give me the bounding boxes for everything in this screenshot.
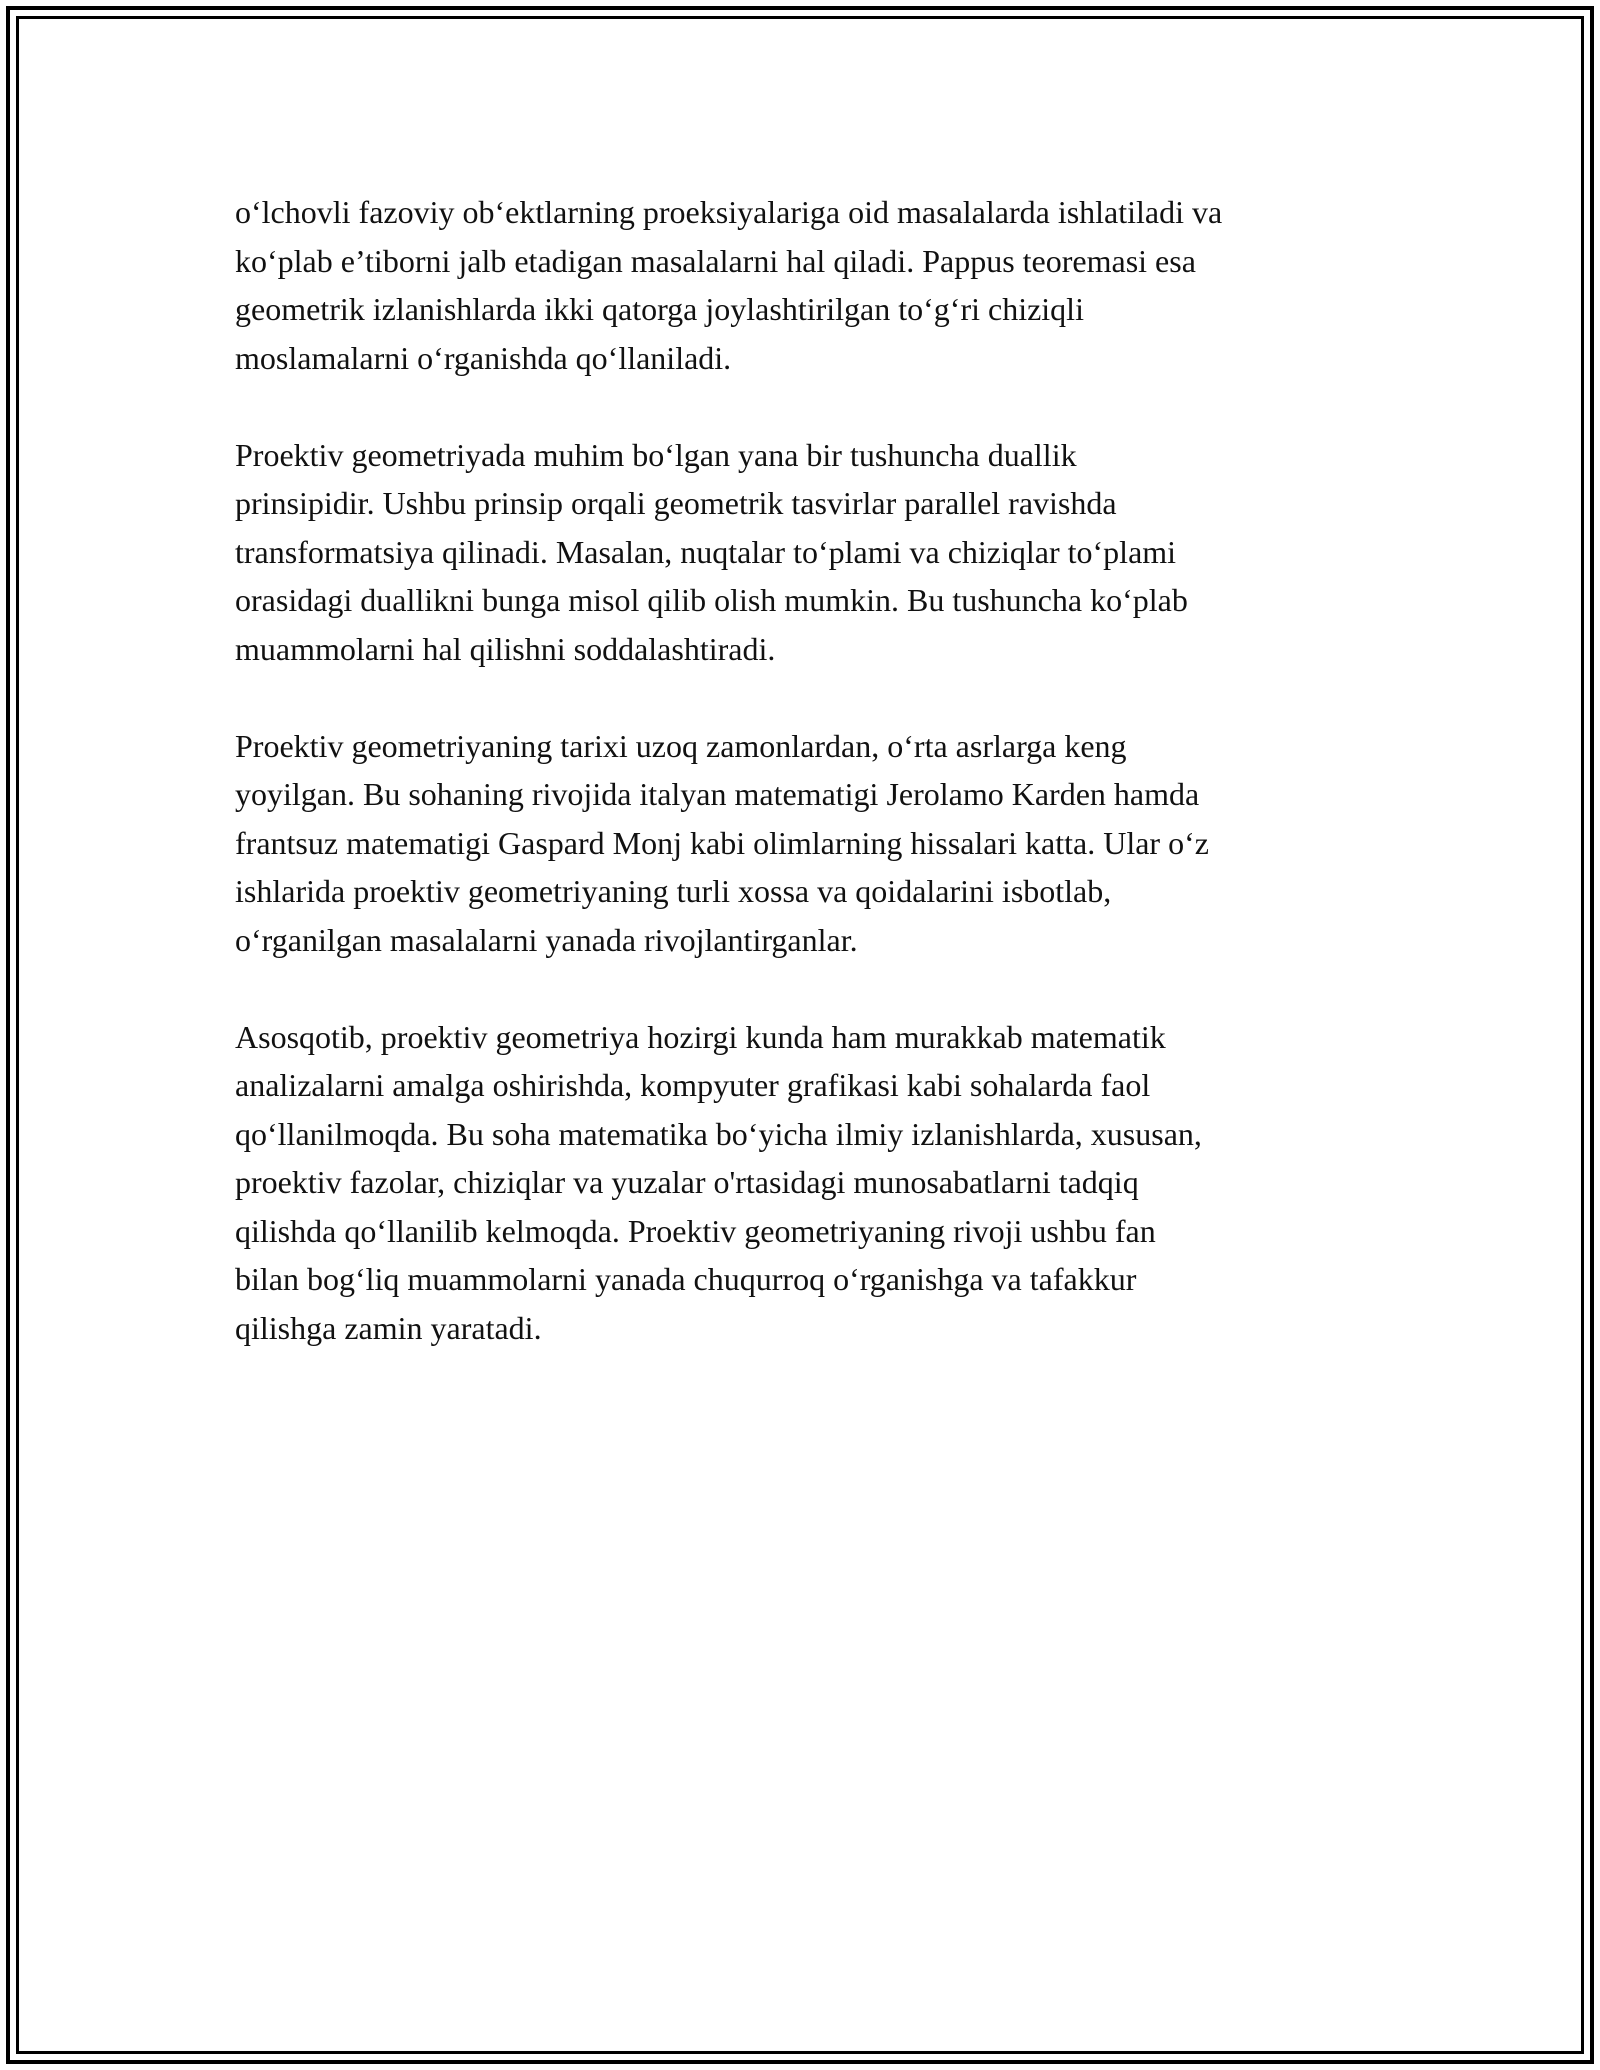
paragraph-3: Proektiv geometriyaning tarixi uzoq zamonlardan, o‘rta asrlarga keng yoyilgan. Bu sohaning rivojida italyan matematigi Jerolamo Karden hamda frantsuz matematigi Gaspard Monj kabi olimlarning hissalari katta. Ular o‘z ishlarida proektiv geometriyaning turli xossa va qoidalarini isbotlab, o‘rganilgan masalalarni yanada rivojlantirganlar. (235, 727, 1209, 958)
document-body (235, 188, 1375, 1401)
paragraph-2: Proektiv geometriyada muhim bo‘lgan yana bir tushuncha duallik prinsipidir. Ushbu prinsip orqali geometrik tasvirlar parallel ravishda transformatsiya qilinadi. Masalan, nuqtalar to‘plami va chiziqlar to‘plami orasidagi duallikni bunga misol qilib olish mumkin. Bu tushuncha ko‘plab muammolarni hal qilishni soddalashtiradi. (235, 436, 1188, 667)
paragraph-1: o‘lchovli fazoviy ob‘ektlarning proeksiyalariga oid masalalarda ishlatiladi va ko‘plab e’tiborni jalb etadigan masalalarni hal qiladi. Pappus teoremasi esa geometrik izlanishlarda ikki qatorga joylashtirilgan to‘g‘ri chiziqli moslamalarni o‘rganishda qo‘llaniladi. (235, 194, 1223, 376)
paragraph-4: Asosqotib, proektiv geometriya hozirgi kunda ham murakkab matematik analizalarni amalga oshirishda, kompyuter grafikasi kabi sohalarda faol qo‘llanilmoqda. Bu soha matematika bo‘yicha ilmiy izlanishlarda, xususan, proektiv fazolar, chiziqlar va yuzalar o'rtasidagi munosabatlarni tadqiq qilishda qo‘llanilib kelmoqda. Proektiv geometriyaning rivoji ushbu fan bilan bog‘liq muammolarni yanada chuqurroq o‘rganishga va tafakkur qilishga zamin yaratadi. (235, 1018, 1202, 1346)
